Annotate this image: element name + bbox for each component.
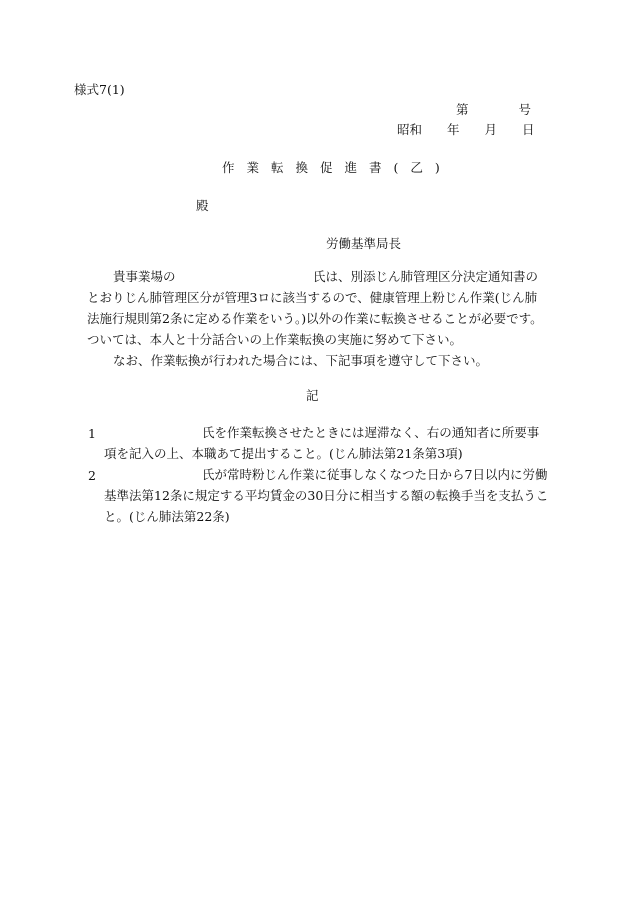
paragraph-main: 貴事業場の 氏は、別添じん肺管理区分決定通知書のとおりじん肺管理区分が管理3ロに該当するので、健康管理上粉じん作業(じん肺法施行規則第2条に定める作業をいう。)以外の作業に転換させることが必要です。ついては、本人と十分話合いの上作業転換の実施に努めて下さい。	[87, 269, 543, 347]
sender: 労働基準局長	[326, 236, 402, 251]
item-number: 2	[88, 468, 96, 483]
item-number: 1	[88, 426, 96, 441]
document-date: 昭和 年 月 日	[397, 122, 535, 137]
paragraph-note: なお、作業転換が行われた場合には、下記事項を遵守して下さい。	[113, 353, 489, 368]
document-title: 作業転換促進書(乙)	[222, 160, 452, 175]
ki-heading: 記	[306, 388, 319, 403]
document-number: 第 号	[456, 102, 532, 117]
form-label: 様式7(1)	[74, 82, 125, 97]
item-text: 氏が常時粉じん作業に従事しなくなつた日から7日以内に労働基準法第12条に規定する平均賃金の30日分に相当する額の転換手当を支払うこと。(じん肺法第22条)	[104, 467, 549, 524]
item-text: 氏を作業転換させたときには遅滞なく、右の通知者に所要事項を記入の上、本職あて提出すること。(じん肺法第21条第3項)	[104, 425, 540, 461]
addressee-suffix: 殿	[196, 198, 209, 213]
